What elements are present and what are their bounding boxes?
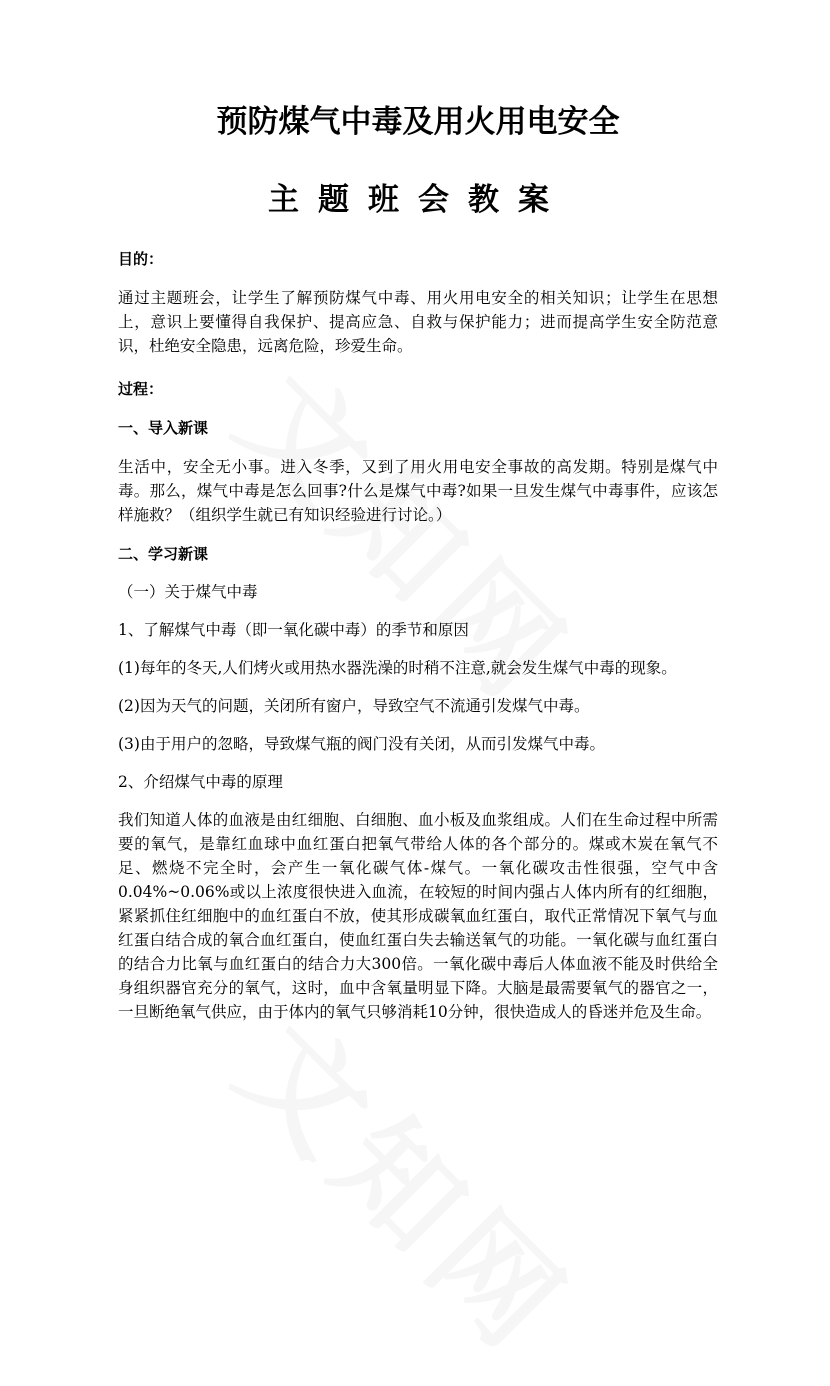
purpose-heading: 目的： [118, 250, 164, 268]
subsection1-heading: （一）关于煤气中毒 [118, 583, 258, 601]
section1-heading: 一、导入新课 [118, 419, 209, 437]
item1-point-3: (3)由于用户的忽略，导致煤气瓶的阀门没有关闭，从而引发煤气中毒。 [118, 735, 605, 753]
section2-heading: 二、学习新课 [118, 545, 209, 563]
document-subtitle: 主题班会教案 [268, 182, 568, 218]
watermark-bottom [208, 980, 614, 1386]
purpose-paragraph: 通过主题班会，让学生了解预防煤气中毒、用火用电安全的相关知识；让学生在思想上，意识上要懂得自我保护、提高应急、自救与保护能力；进而提高学生安全防范意识，杜绝安全隐患，远离危险，珍爱生命。 [118, 289, 718, 355]
item1-point-2: (2)因为天气的问题，关闭所有窗户，导致空气不流通引发煤气中毒。 [118, 697, 590, 715]
process-heading: 过程： [118, 380, 164, 398]
document-page [118, 96, 718, 1024]
item1-heading: 1、了解煤气中毒（即一氧化碳中毒）的季节和原因 [118, 621, 469, 639]
section1-paragraph: 生活中，安全无小事。进入冬季，又到了用火用电安全事故的高发期。特别是煤气中毒。那么，煤气中毒是怎么回事?什么是煤气中毒?如果一旦发生煤气中毒事件，应该怎样施救？（组织学生就已有知识经验进行讨论。） [118, 458, 718, 524]
item2-heading: 2、介绍煤气中毒的原理 [118, 773, 283, 791]
item1-point-1: (1)每年的冬天,人们烤火或用热水器洗澡的时稍不注意,就会发生煤气中毒的现象。 [118, 659, 677, 677]
document-title: 预防煤气中毒及用火用电安全 [216, 104, 620, 140]
item2-paragraph: 我们知道人体的血液是由红细胞、白细胞、血小板及血浆组成。人们在生命过程中所需要的氧气，是靠红血球中血红蛋白把氧气带给人体的各个部分的。煤或木炭在氧气不足、燃烧不完全时，会产生一氧化碳气体-煤气。一氧化碳攻击性很强，空气中含0.04%~0.06%或以上浓度很快进入血流，在较短的时间内强占人体内所有的红细胞，紧紧抓住红细胞中的血红蛋白不放，使其形成碳氧血红蛋白，取代正常情况下氧气与血红蛋白结合成的氧合血红蛋白，使血红蛋白失去输送氧气的功能。一氧化碳与血红蛋白的结合力比氧与血红蛋白的结合力大300倍。一氧化碳中毒后人体血液不能及时供给全身组织器官充分的氧气，这时，血中含氧量明显下降。大脑是最需要氧气的器官之一，一旦断绝氧气供应，由于体内的氧气只够消耗10分钟，很快造成人的昏迷并危及生命。 [118, 811, 718, 1021]
